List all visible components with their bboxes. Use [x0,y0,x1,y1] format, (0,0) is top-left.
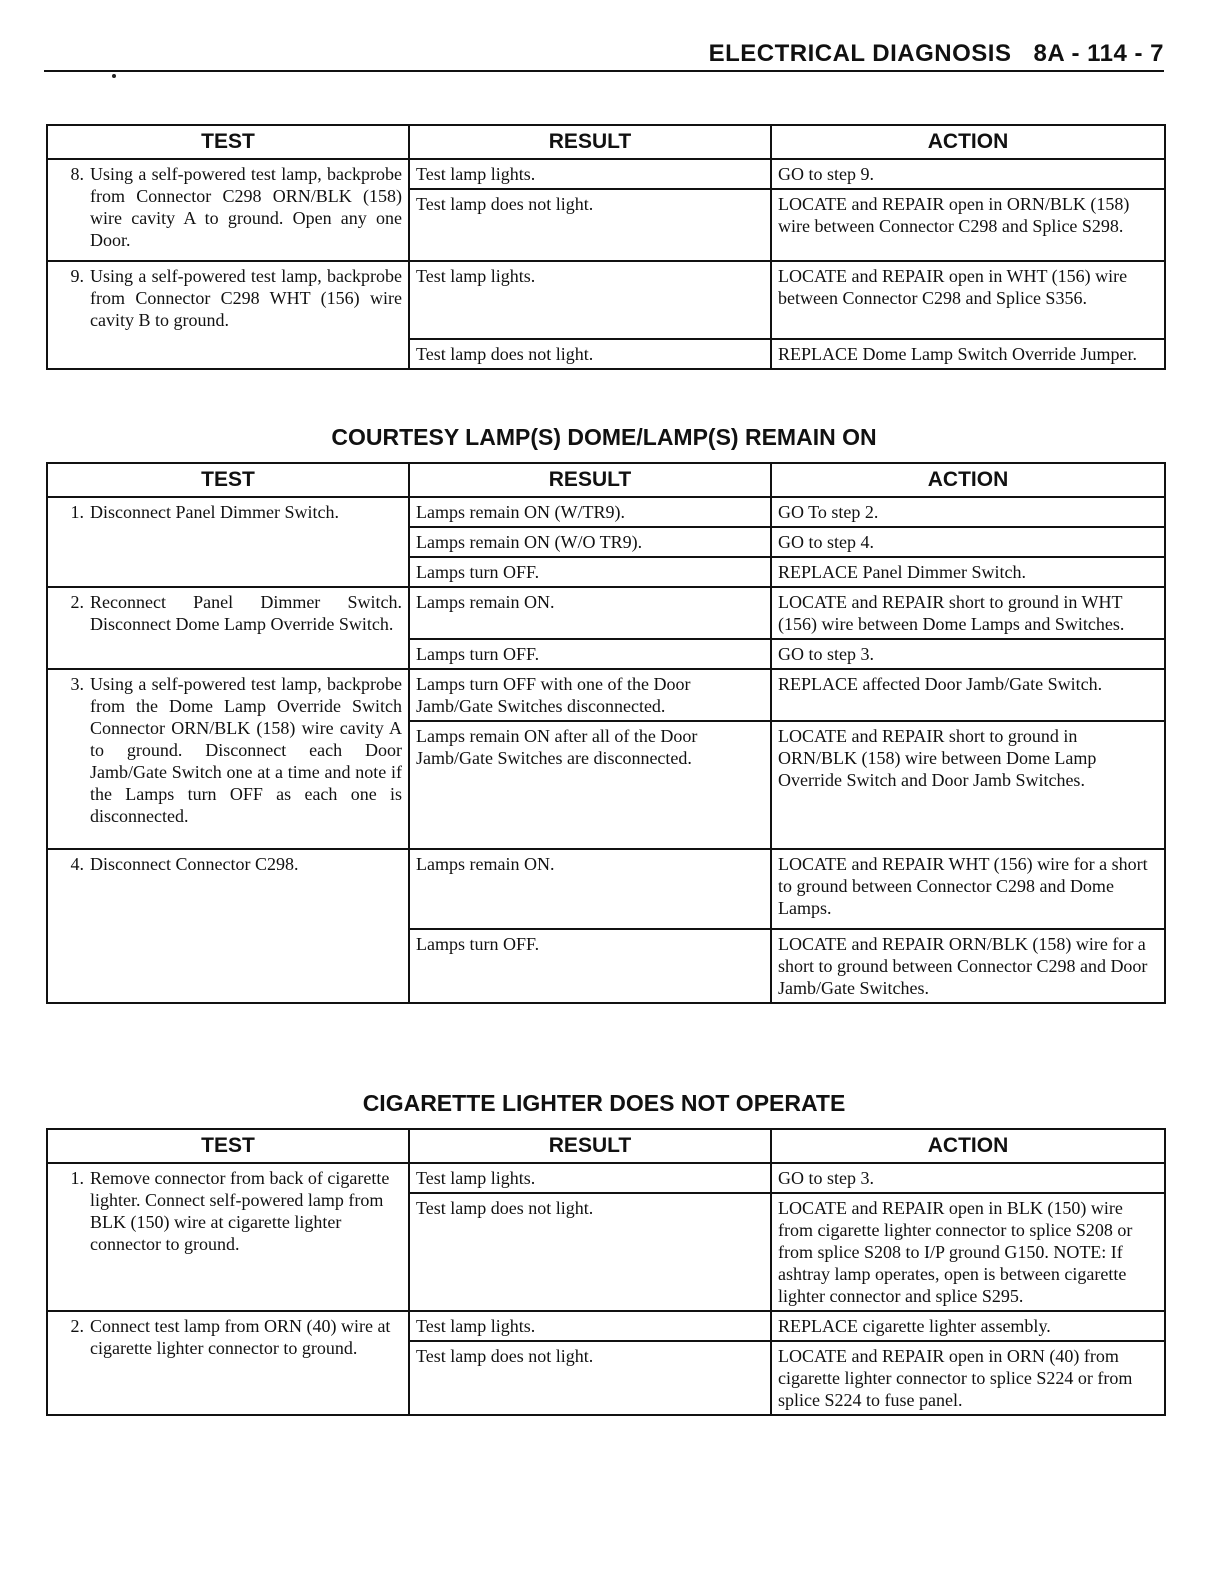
table-row [47,1311,1165,1341]
result-cell: Test lamp does not light. [409,1341,771,1415]
step-text: Using a self-powered test lamp, backprobe from Connector C298 WHT (156) wire cavity B to ground. [90,266,402,330]
table-row [47,587,1165,639]
header-rule [44,70,1164,72]
action-cell: LOCATE and REPAIR open in ORN (40) from cigarette lighter connector to splice S224 or from splice S224 to fuse panel. [771,1341,1165,1415]
step-number: 2. [70,1316,84,1336]
table-header-row [47,463,1165,497]
page-number: 8A - 114 - 7 [1033,40,1164,67]
result-cell: Test lamp lights. [409,1163,771,1193]
step-number: 3. [70,674,84,694]
step-text: Remove connector from back of cigarette lighter. Connect self-powered lamp from BLK (150) wire at cigarette lighter connector to ground. [90,1168,390,1254]
table-row [47,497,1165,527]
action-cell: LOCATE and REPAIR WHT (156) wire for a short to ground between Connector C298 and Dome Lamps. [771,849,1165,929]
result-cell: Lamps remain ON (W/TR9). [409,497,771,527]
action-cell: LOCATE and REPAIR open in ORN/BLK (158) wire between Connector C298 and Splice S298. [771,189,1165,261]
col-header-action: ACTION [771,1129,1165,1163]
col-header-result: RESULT [409,1129,771,1163]
table-header-row [47,1129,1165,1163]
table-row [47,159,1165,189]
page-header [44,40,1164,68]
table-row [47,261,1165,339]
result-cell: Lamps remain ON. [409,587,771,639]
result-cell: Lamps turn OFF. [409,929,771,1003]
diagnosis-table-cigarette-lighter [46,1128,1166,1416]
result-cell: Test lamp lights. [409,159,771,189]
test-cell [47,1311,409,1415]
result-cell: Test lamp lights. [409,1311,771,1341]
action-cell: GO To step 2. [771,497,1165,527]
step-text: Reconnect Panel Dimmer Switch. Disconnect Dome Lamp Override Switch. [90,592,402,634]
test-cell [47,261,409,369]
action-cell: REPLACE cigarette lighter assembly. [771,1311,1165,1341]
action-cell: LOCATE and REPAIR open in WHT (156) wire between Connector C298 and Splice S356. [771,261,1165,339]
table-header-row [47,125,1165,159]
action-cell: REPLACE Panel Dimmer Switch. [771,557,1165,587]
step-text: Disconnect Connector C298. [90,854,299,874]
table-row [47,1163,1165,1193]
table-row [47,669,1165,721]
col-header-action: ACTION [771,125,1165,159]
test-cell [47,669,409,849]
col-header-test: TEST [47,1129,409,1163]
result-cell: Test lamp does not light. [409,1193,771,1311]
action-cell: LOCATE and REPAIR ORN/BLK (158) wire for a short to ground between Connector C298 and Door Jamb/Gate Switches. [771,929,1165,1003]
action-cell: REPLACE Dome Lamp Switch Override Jumper. [771,339,1165,369]
test-cell [47,497,409,587]
result-cell: Lamps turn OFF with one of the Door Jamb/Gate Switches disconnected. [409,669,771,721]
result-cell: Lamps turn OFF. [409,557,771,587]
test-cell [47,159,409,261]
action-cell: LOCATE and REPAIR open in BLK (150) wire from cigarette lighter connector to splice S208 or from splice S208 to I/P ground G150. NOTE: If ashtray lamp operates, open is between cigarette lighter connector and splice S295. [771,1193,1165,1311]
action-cell: LOCATE and REPAIR short to ground in WHT (156) wire between Dome Lamps and Switches. [771,587,1165,639]
action-cell: GO to step 9. [771,159,1165,189]
section-title-courtesy-lamps: COURTESY LAMP(S) DOME/LAMP(S) REMAIN ON [331,424,877,450]
test-cell [47,587,409,669]
result-cell: Lamps remain ON. [409,849,771,929]
step-text: Connect test lamp from ORN (40) wire at cigarette lighter connector to ground. [90,1316,391,1358]
scan-speck [112,74,116,78]
table-row [47,849,1165,929]
step-number: 9. [70,266,84,286]
col-header-test: TEST [47,125,409,159]
step-text: Disconnect Panel Dimmer Switch. [90,502,339,522]
col-header-test: TEST [47,463,409,497]
step-text: Using a self-powered test lamp, backprobe from Connector C298 ORN/BLK (158) wire cavity A to ground. Open any one Door. [90,164,402,250]
result-cell: Test lamp does not light. [409,189,771,261]
diagnosis-table-courtesy-lamps [46,462,1166,1004]
step-number: 4. [70,854,84,874]
step-number: 2. [70,592,84,612]
result-cell: Lamps remain ON (W/O TR9). [409,527,771,557]
result-cell: Lamps remain ON after all of the Door Jamb/Gate Switches are disconnected. [409,721,771,849]
result-cell: Test lamp does not light. [409,339,771,369]
col-header-result: RESULT [409,125,771,159]
section-title-cigarette-lighter: CIGARETTE LIGHTER DOES NOT OPERATE [362,1090,846,1116]
diagnosis-table-continued [46,124,1166,370]
header-title: ELECTRICAL DIAGNOSIS [708,40,1012,67]
step-number: 1. [70,502,84,522]
step-text: Using a self-powered test lamp, backprobe from the Dome Lamp Override Switch Connector ORN/BLK (158) wire cavity A to ground. Disconnect each Door Jamb/Gate Switch one at a time and note if the Lamps turn OFF as each one is disconnected. [90,674,402,826]
action-cell: GO to step 3. [771,639,1165,669]
action-cell: REPLACE affected Door Jamb/Gate Switch. [771,669,1165,721]
step-number: 8. [70,164,84,184]
step-number: 1. [70,1168,84,1188]
result-cell: Lamps turn OFF. [409,639,771,669]
test-cell [47,849,409,1003]
action-cell: LOCATE and REPAIR short to ground in ORN/BLK (158) wire between Dome Lamp Override Switch and Door Jamb Switches. [771,721,1165,849]
test-cell [47,1163,409,1311]
col-header-result: RESULT [409,463,771,497]
col-header-action: ACTION [771,463,1165,497]
result-cell: Test lamp lights. [409,261,771,339]
action-cell: GO to step 4. [771,527,1165,557]
action-cell: GO to step 3. [771,1163,1165,1193]
